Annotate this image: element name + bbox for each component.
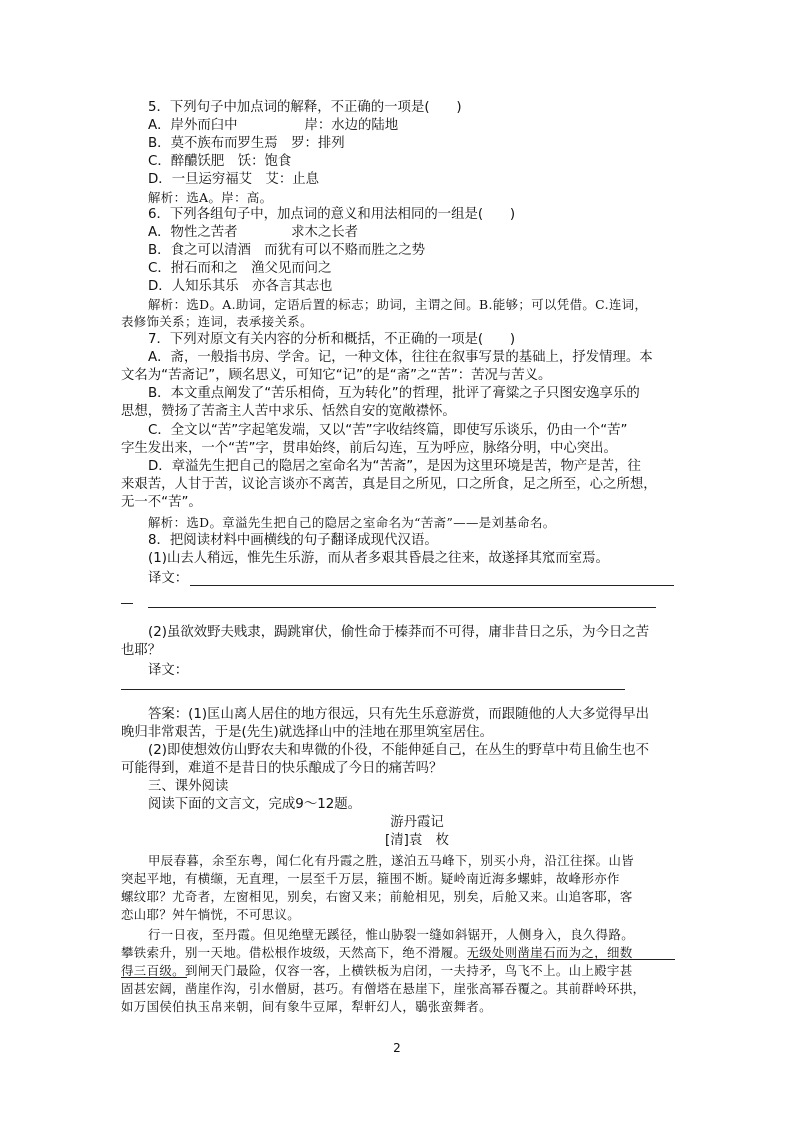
q5-stem: 5．下列句子中加点词的解释，不正确的一项是( ) xyxy=(148,100,462,115)
q7-option-d-line2: 来艰苦，人甘于苦，议论言谈亦不离苦，真是目之所见，口之所食，足之所至，心之所想， xyxy=(121,477,657,492)
passage-p1-line3: 螺纹耶？尤奇者，左窗相见，别矣，右窗又来；前舱相见，别矣，后舱又来。山追客耶，客 xyxy=(121,889,633,904)
q6-answer-line1: 解析：选D。A.助词，定语后置的标志；助词，主谓之间。B.能够；可以凭借。C.连词， xyxy=(148,297,648,312)
q5-option-d: D．一旦运穷福艾 艾：止息 xyxy=(148,172,319,187)
q5-answer: 解析：选A。岸：高。 xyxy=(148,190,273,205)
answer-blank-line xyxy=(190,585,674,586)
answer-blank-line xyxy=(121,603,133,604)
q7-option-d-line1: D．章溢先生把自己的隐居之室命名为“苦斋”，是因为这里环境是苦，物产是苦，往 xyxy=(148,459,641,474)
q7-option-b-line1: B．本文重点阐发了“苦乐相倚，互为转化”的哲理，批评了膏粱之子只图安逸享乐的 xyxy=(148,386,640,401)
passage-underline xyxy=(468,959,675,960)
passage-p2-line2: 攀铁索升，别一天地。借松根作坡级，天然高下，绝不滑履。无级处则凿崖石而为之，细数 xyxy=(121,945,633,960)
q8-answer-line2: 晚归非常艰苦，于是(先生)就选择山中的洼地在那里筑室居住。 xyxy=(121,725,493,740)
section-heading: 三、课外阅读 xyxy=(148,779,229,794)
passage-p1-line1: 甲辰春暮，余至东粤，闻仁化有丹霞之胜，遂泊五马峰下，别买小舟，沿江往探。山皆 xyxy=(148,853,635,868)
passage-p2-line1: 行一日夜，至丹霞。但见绝壁无蹊径，惟山胁裂一缝如斜锯开，人侧身入，良久得路。 xyxy=(148,927,635,942)
q7-option-a-line2: 文名为“苦斋记”，顾名思义，可知它“记”的是“斋”之“苦”：苦况与苦义。 xyxy=(121,368,552,383)
passage-underline xyxy=(121,977,187,978)
q8-translation-label-1: 译文： xyxy=(148,571,189,586)
q8-answer-line4: 可能得到，难道不是昔日的快乐酿成了今日的痛苦吗？ xyxy=(121,761,443,776)
q6-option-b: B．食之可以清酒 而犹有可以不赂而胜之之势 xyxy=(148,243,425,258)
passage-p2-line4: 固甚宏阔，凿崖作沟，引水僧厨，甚巧。有僧塔在悬崖下，崖张高幂吞覆之。其前群岭环拱， xyxy=(121,981,646,996)
passage-p2-line5: 如万国侯伯执玉帛来朝，间有象牛豆犀，犁軒幻人，鶡张蛮舞者。 xyxy=(121,999,492,1014)
passage-p1-line4: 恋山耶？舛午惝恍，不可思议。 xyxy=(121,907,301,922)
q6-answer-line2: 表修饰关系；连词，表承接关系。 xyxy=(121,314,313,329)
q5-option-c: C．醉醲饫肥 饫：饱食 xyxy=(148,154,292,169)
q7-option-b-line2: 思想，赞扬了苦斋主人苦中求乐、恬然自安的宽敞襟怀。 xyxy=(121,404,456,419)
q7-option-d-line3: 无一不“苦”。 xyxy=(121,495,202,510)
q8-translation-label-2: 译文： xyxy=(148,663,189,678)
section-intro: 阅读下面的文言文，完成9～12题。 xyxy=(148,797,362,812)
q6-stem: 6．下列各组句子中，加点词的意义和用法相同的一组是( ) xyxy=(148,207,516,222)
passage-title: 游丹霞记 xyxy=(390,815,444,830)
passage-p1-line2: 突起平地，有横缬，无直理，一层至千万层，箍围不断。疑岭南近海多螺蚌，故峰形亦作 xyxy=(121,871,620,886)
q8-sentence-2-line1: (2)虽欲效野夫贱隶，跼跳窜伏，偷性命于榛莽而不可得，庸非昔日之乐，为今日之苦 xyxy=(148,625,650,640)
passage-p2-line3: 得三百级。到闸天门最险，仅容一客，上横铁板为启闭，一夫持矛，鸟飞不上。山上殿宇甚 xyxy=(121,963,633,978)
q8-answer-line3: (2)即使想效仿山野农夫和卑微的仆役，不能伸延自己，在丛生的野草中苟且偷生也不 xyxy=(148,743,650,758)
q7-stem: 7．下列对原文有关内容的分析和概括，不正确的一项是( ) xyxy=(148,332,516,347)
q7-option-c-line1: C．全文以“苦”字起笔发端，又以“苦”字收结终篇，即使写乐谈乐，仍由一个“苦” xyxy=(148,423,628,438)
q6-option-d: D．人知乐其乐 亦各言其志也 xyxy=(148,279,333,294)
passage-author: [清]袁 枚 xyxy=(384,833,449,848)
q8-answer-line1: 答案：(1)匡山离人居住的地方很远，只有先生乐意游赏，而跟随他的人大多觉得早出 xyxy=(148,707,650,722)
q7-option-c-line2: 字生发出来，一个“苦”字，贯串始终，前后勾连，互为呼应，脉络分明，中心突出。 xyxy=(121,441,617,456)
q8-sentence-2-line2: 也耶？ xyxy=(121,643,162,658)
q6-option-a: A．物性之苦者 求木之长者 xyxy=(148,225,359,240)
answer-blank-line xyxy=(121,689,625,690)
q6-option-c: C．拊石而和之 渔父见而问之 xyxy=(148,261,332,276)
answer-blank-line xyxy=(148,607,656,608)
q5-option-b: B．莫不族布而罗生焉 罗：排列 xyxy=(148,136,345,151)
q8-stem: 8．把阅读材料中画横线的句子翻译成现代汉语。 xyxy=(148,533,438,548)
q8-sentence-1: (1)山去人稍远，惟先生乐游，而从者多艰其昏晨之往来，故遂择其窊而室焉。 xyxy=(148,551,609,566)
page-number: 2 xyxy=(393,1041,401,1055)
q7-option-a-line1: A．斋，一般指书房、学舍。记，一种文体，往往在叙事写景的基础上，抒发情理。本 xyxy=(148,350,653,365)
q7-answer: 解析：选D。章溢先生把自己的隐居之室命名为“苦斋”——是刘基命名。 xyxy=(148,515,556,530)
q5-option-a: A．岸外而臼中 岸：水边的陆地 xyxy=(148,118,399,133)
